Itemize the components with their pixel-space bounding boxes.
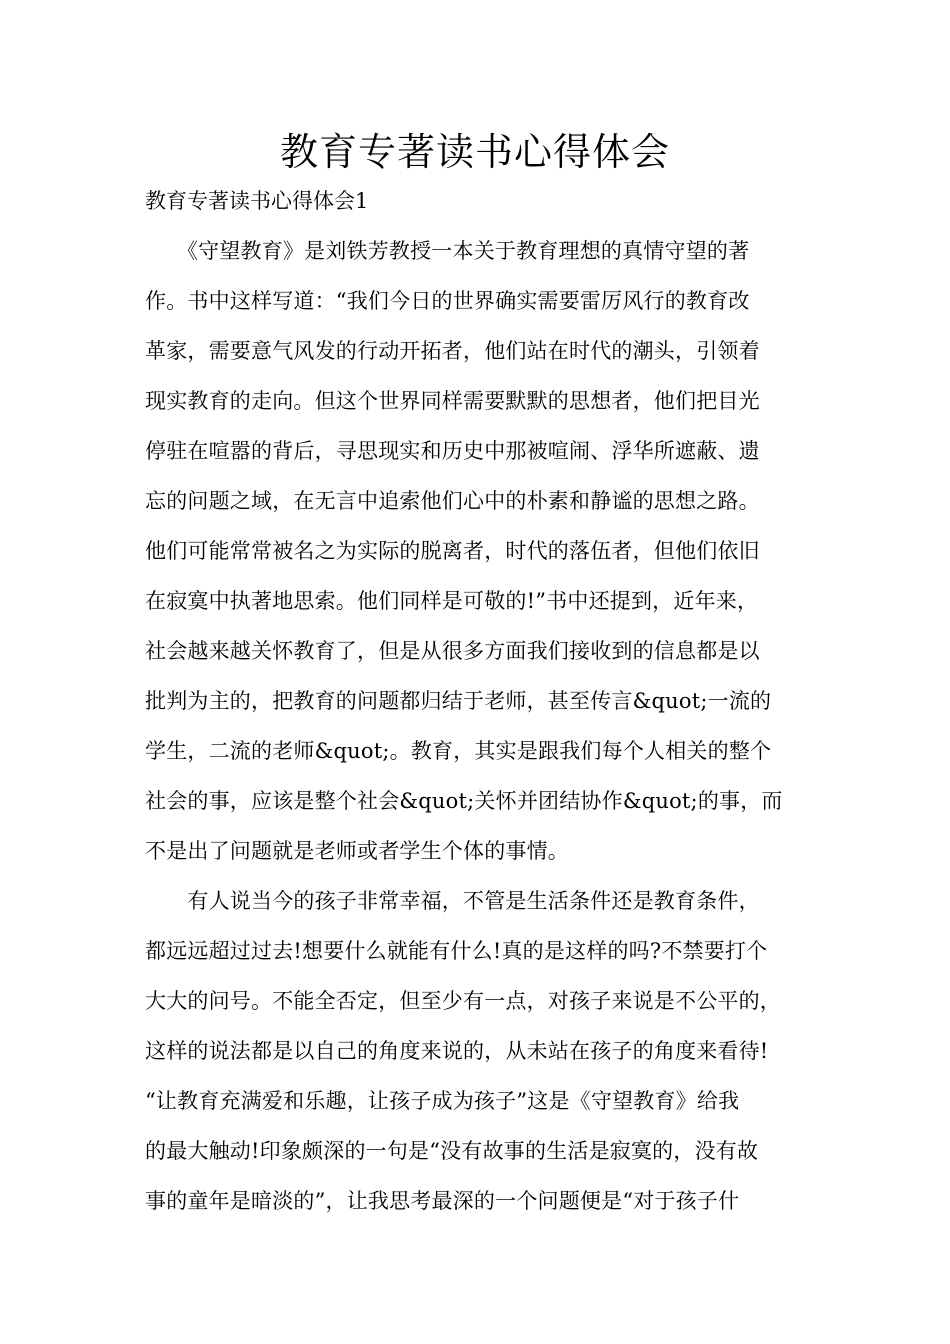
body-line: 这样的说法都是以自己的角度来说的，从未站在孩子的角度来看待! bbox=[145, 1039, 769, 1063]
body-line: 的最大触动!印象颇深的一句是“没有故事的生活是寂寞的，没有故 bbox=[145, 1139, 759, 1163]
document-subtitle: 教育专著读书心得体会1 bbox=[145, 189, 369, 213]
body-line: 不是出了问题就是老师或者学生个体的事情。 bbox=[145, 839, 569, 863]
body-line: 《守望教育》是刘铁芳教授一本关于教育理想的真情守望的著 bbox=[145, 239, 750, 263]
body-line: 忘的问题之域，在无言中追索他们心中的朴素和静谧的思想之路。 bbox=[145, 489, 760, 513]
body-line: 在寂寞中执著地思索。他们同样是可敬的!”书中还提到，近年来， bbox=[145, 589, 759, 613]
body-line: 现实教育的走向。但这个世界同样需要默默的思想者，他们把目光 bbox=[145, 389, 760, 413]
body-line: 批判为主的，把教育的问题都归结于老师，甚至传言&quot;一流的 bbox=[145, 689, 772, 713]
body-line: 作。书中这样写道：“我们今日的世界确实需要雷厉风行的教育改 bbox=[145, 289, 750, 313]
body-line: 革家，需要意气风发的行动开拓者，他们站在时代的潮头，引领着 bbox=[145, 339, 760, 363]
body-line: 他们可能常常被名之为实际的脱离者，时代的落伍者，但他们依旧 bbox=[145, 539, 760, 563]
body-line: 事的童年是暗淡的”，让我思考最深的一个问题便是“对于孩子什 bbox=[145, 1189, 740, 1213]
body-line: “让教育充满爱和乐趣，让孩子成为孩子”这是《守望教育》给我 bbox=[145, 1089, 740, 1113]
document-title: 教育专著读书心得体会 bbox=[279, 130, 670, 174]
body-line: 停驻在喧嚣的背后，寻思现实和历史中那被喧闹、浮华所遮蔽、遗 bbox=[145, 439, 760, 463]
body-line: 社会的事，应该是整个社会&quot;关怀并团结协作&quot;的事，而 bbox=[145, 789, 783, 813]
body-line: 大大的问号。不能全否定，但至少有一点，对孩子来说是不公平的， bbox=[145, 989, 781, 1013]
body-line: 社会越来越关怀教育了，但是从很多方面我们接收到的信息都是以 bbox=[145, 639, 760, 663]
body-line: 都远远超过过去!想要什么就能有什么!真的是这样的吗?不禁要打个 bbox=[145, 939, 768, 963]
body-line: 学生，二流的老师&quot;。教育，其实是跟我们每个人相关的整个 bbox=[145, 739, 772, 763]
body-line: 有人说当今的孩子非常幸福，不管是生活条件还是教育条件， bbox=[145, 889, 760, 913]
